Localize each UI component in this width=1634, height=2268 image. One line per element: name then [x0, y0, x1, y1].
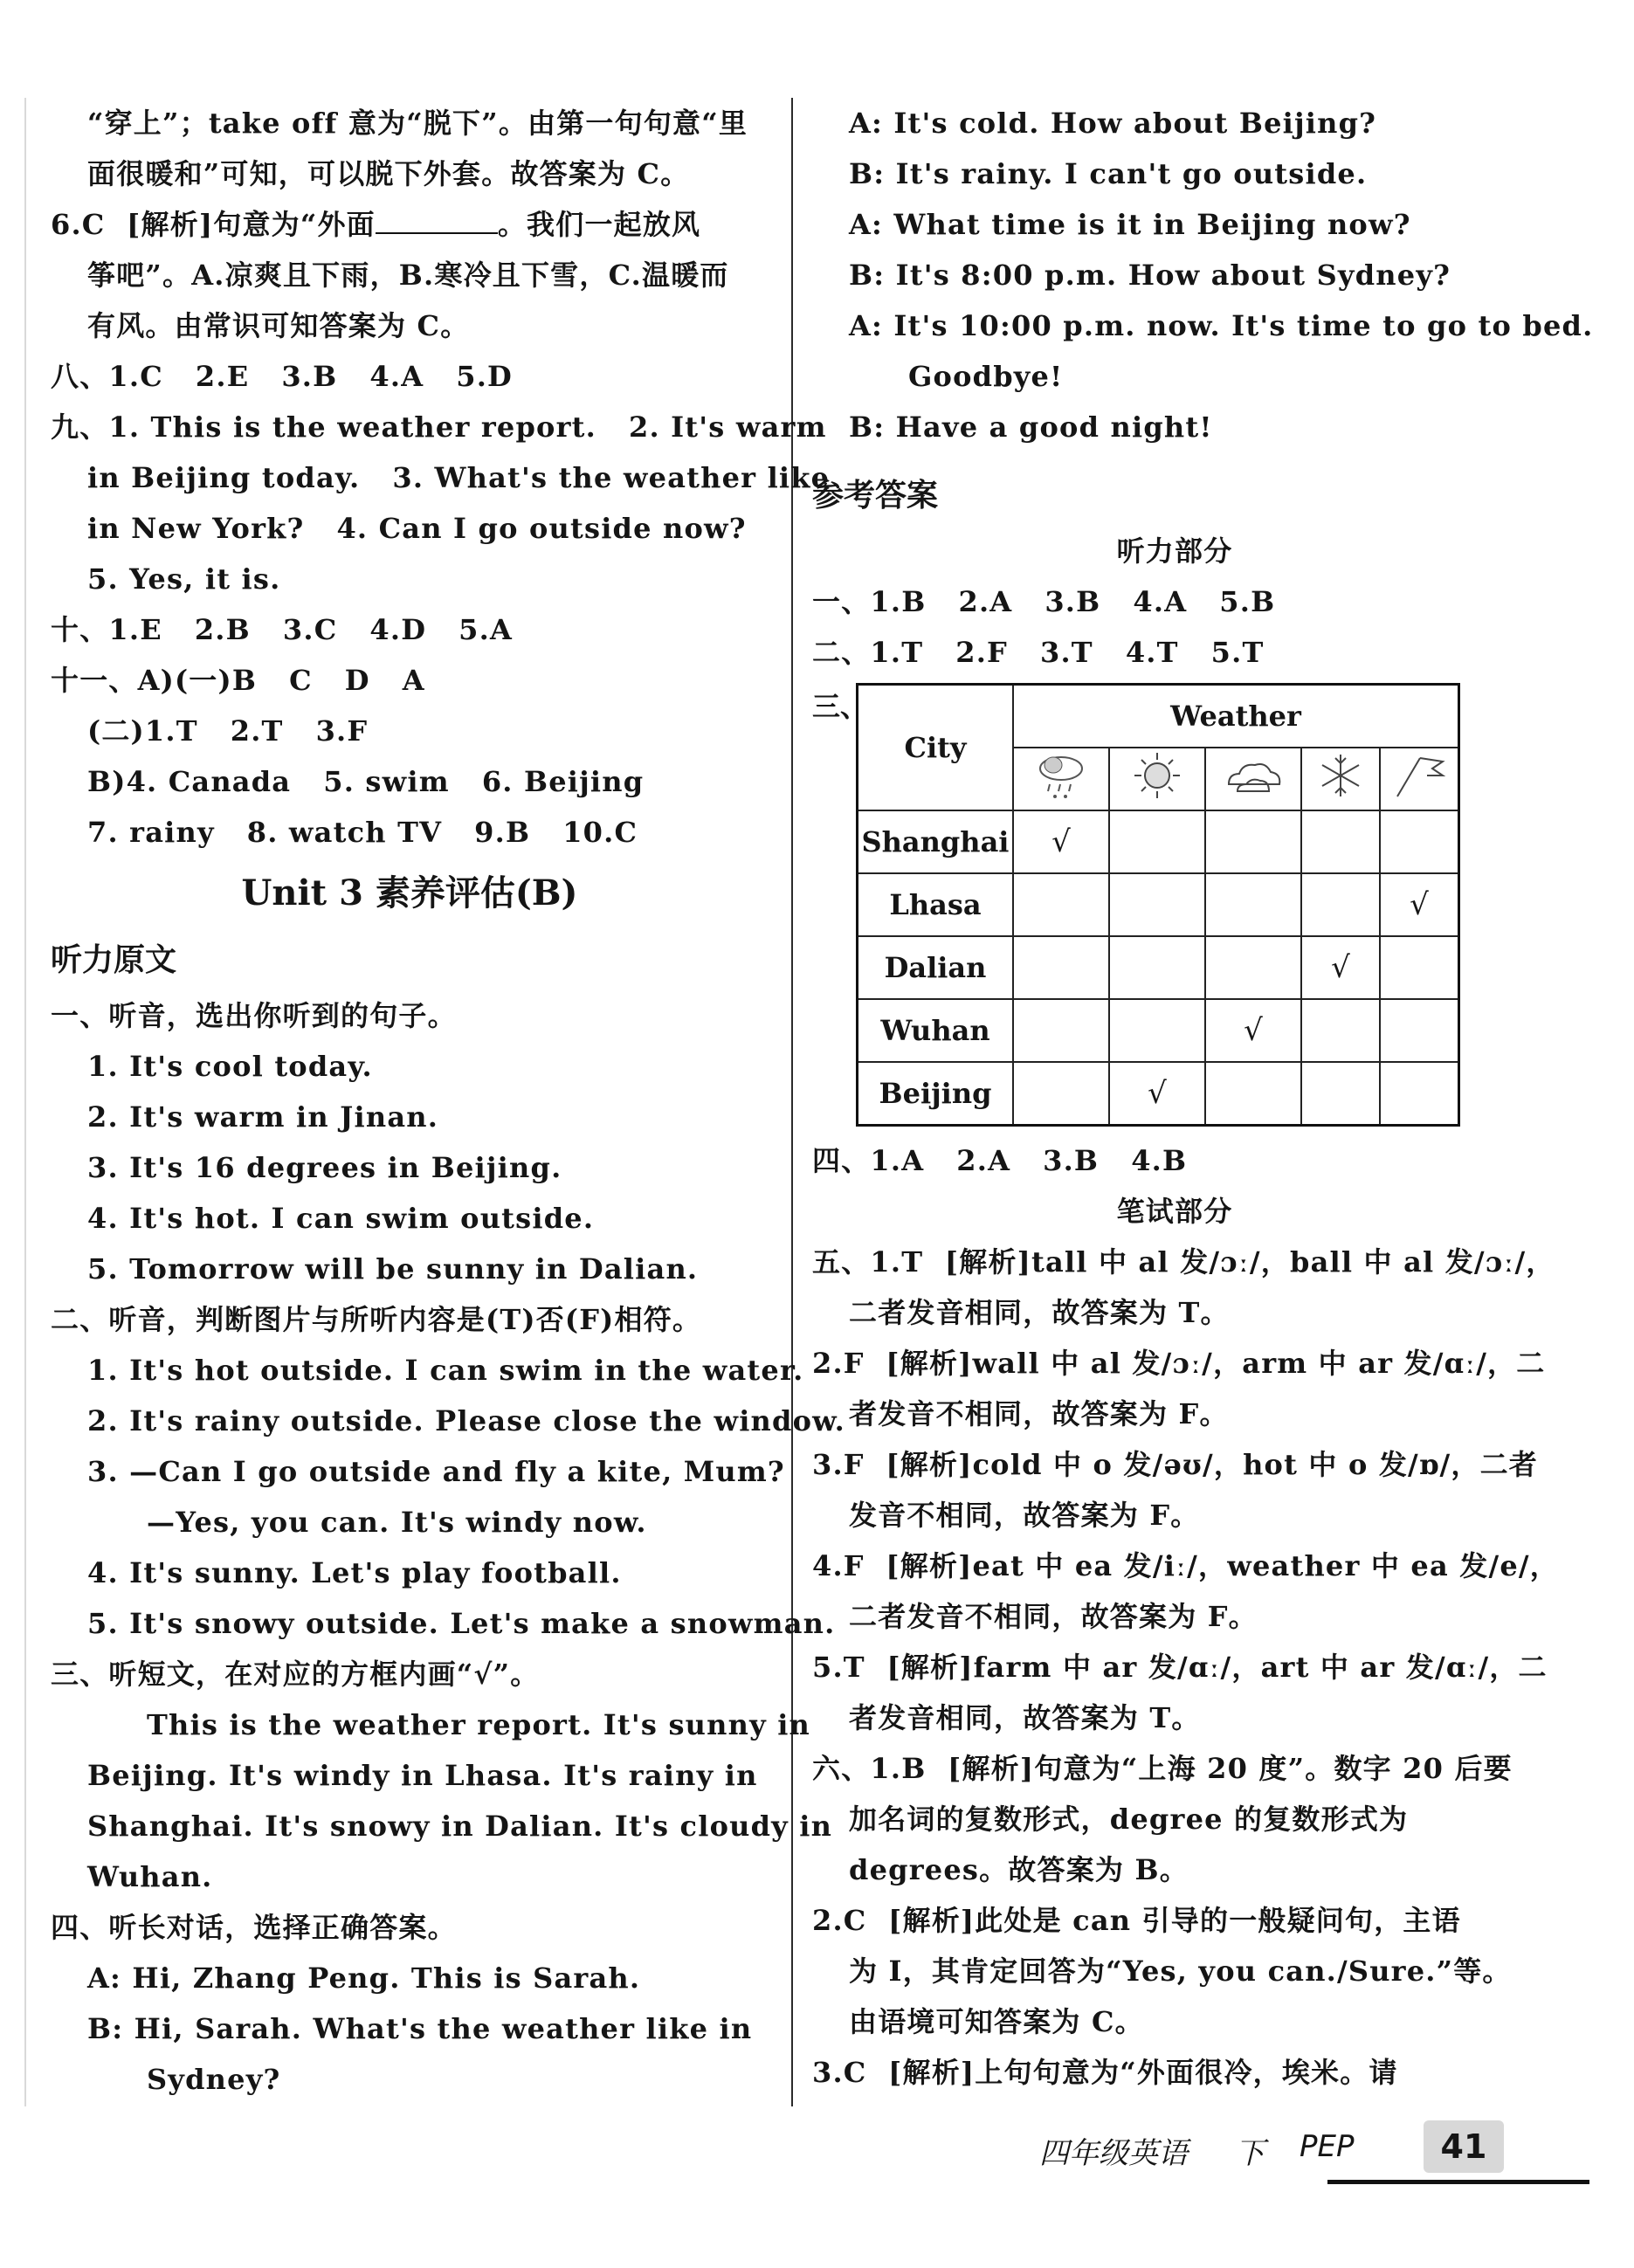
check-cell	[1301, 873, 1380, 936]
text-line	[812, 1490, 1537, 1541]
text-line	[51, 1294, 769, 1345]
text-line	[51, 1193, 769, 1244]
unit-title: Unit 3 素养评估(B)	[241, 872, 578, 913]
answer-blank	[376, 206, 498, 234]
line-text: 二、听音，判断图片与所听内容是(T)否(F)相符。	[51, 1303, 702, 1336]
line-text: 九、1. This is the weather report. 2. It's warm	[51, 410, 827, 444]
text-line	[51, 1142, 769, 1193]
check-cell	[1109, 810, 1205, 873]
line-text: B: It's 8:00 p.m. How about Sydney?	[849, 259, 1451, 292]
text-line	[812, 148, 1537, 199]
line-text: 4.F [解析]eat 中 ea 发/iː/，weather 中 ea 发/e/，	[812, 1549, 1559, 1582]
line-text: 者发音相同，故答案为 T。	[849, 1701, 1201, 1734]
text-line	[51, 1851, 769, 1902]
text-line	[812, 1541, 1559, 1591]
check-cell	[1380, 1062, 1459, 1126]
line-text: 一、听音，选出你听到的句子。	[51, 999, 457, 1032]
text-line	[51, 351, 769, 402]
text-line	[51, 1497, 769, 1548]
text-line	[51, 655, 769, 706]
text-line	[51, 1041, 769, 1092]
weather-table	[856, 683, 1460, 1127]
text-line	[51, 1699, 811, 1750]
check-cell: √	[1109, 1062, 1205, 1126]
city-cell: Lhasa	[858, 873, 1014, 936]
table-row	[858, 936, 1459, 999]
text-line	[812, 1692, 1537, 1743]
check-cell	[1205, 810, 1301, 873]
text-line	[812, 1996, 1537, 2047]
line-text: 5. Tomorrow will be sunny in Dalian.	[87, 1252, 699, 1286]
text-line	[812, 2047, 1537, 2098]
line-text: degrees。故答案为 B。	[849, 1853, 1189, 1886]
line-text: A: It's 10:00 p.m. now. It's time to go to bed.	[849, 309, 1594, 342]
snowy-icon	[1301, 748, 1380, 810]
page-footer	[1039, 2113, 1528, 2183]
line-text: 有风。由常识可知答案为 C。	[87, 309, 470, 342]
line-text: Goodbye!	[908, 360, 1064, 393]
city-cell: Wuhan	[858, 999, 1014, 1062]
line-text: A: It's cold. How about Beijing?	[849, 107, 1377, 140]
text-line	[812, 1287, 1537, 1338]
line-text: A: Hi, Zhang Peng. This is Sarah.	[87, 1961, 641, 1995]
check-cell	[1380, 810, 1459, 873]
weather-table-block	[812, 683, 1537, 1127]
text-line	[812, 250, 1537, 300]
weather-header: Weather	[1013, 685, 1459, 748]
table-section-label: 三、	[812, 690, 869, 723]
line-text: Shanghai. It's snowy in Dalian. It's cloudy in	[87, 1810, 833, 1843]
written-answer-lines	[812, 1237, 1559, 2098]
line-text: 加名词的复数形式，degree 的复数形式为	[849, 1803, 1409, 1836]
line-text: A: What time is it in Beijing now?	[849, 208, 1411, 241]
text-line	[812, 1844, 1537, 1895]
page-number: 41	[1424, 2120, 1504, 2173]
line-text: 者发音不相同，故答案为 F。	[849, 1397, 1229, 1430]
line-text: 5.T [解析]farm 中 ar 发/ɑː/，art 中 ar 发/ɑː/，二	[812, 1651, 1548, 1684]
text-line	[51, 1396, 846, 1446]
cloudy-icon	[1205, 748, 1301, 810]
check-cell	[1301, 810, 1380, 873]
line-text: B)4. Canada 5. swim 6. Beijing	[87, 765, 645, 798]
line-text: B: Hi, Sarah. What's the weather like in	[87, 2012, 753, 2045]
text-line	[812, 1743, 1537, 1794]
text-line	[51, 1649, 769, 1699]
line-text: 1. It's hot outside. I can swim in the water.	[87, 1354, 804, 1387]
answers-four: 四、1.A 2.A 3.B 4.B	[812, 1144, 1188, 1177]
check-cell	[1380, 999, 1459, 1062]
text-line	[51, 2054, 769, 2105]
text-line	[51, 807, 769, 858]
line-text: 4. It's hot. I can swim outside.	[87, 1202, 595, 1235]
text-line	[51, 990, 769, 1041]
line-text: —Yes, you can. It's windy now.	[147, 1506, 647, 1539]
text-line	[812, 199, 1537, 250]
text-line	[812, 351, 1537, 402]
text-line	[812, 98, 1537, 148]
text-line	[51, 604, 769, 655]
text-line	[812, 1642, 1548, 1692]
line-text: 二者发音不相同，故答案为 F。	[849, 1600, 1258, 1633]
check-cell	[1013, 873, 1109, 936]
line-text: 3.C [解析]上句句意为“外面很冷，埃米。请	[812, 2056, 1398, 2089]
line-text: 2.F [解析]wall 中 al 发/ɔː/，arm 中 ar 发/ɑː/，二	[812, 1347, 1546, 1380]
text-line	[51, 756, 769, 807]
footer-grade: 四年级英语	[1039, 2136, 1188, 2171]
line-text: Wuhan.	[87, 1860, 213, 1893]
check-cell: √	[1205, 999, 1301, 1062]
line-text: Sydney?	[147, 2063, 281, 2096]
text-line	[812, 402, 1537, 452]
check-cell	[1013, 999, 1109, 1062]
table-row	[858, 1062, 1459, 1126]
line-text: 2. It's warm in Jinan.	[87, 1100, 439, 1134]
text-line	[51, 554, 769, 604]
check-cell	[1301, 999, 1380, 1062]
check-cell	[1380, 936, 1459, 999]
line-text: 发音不相同，故答案为 F。	[849, 1499, 1200, 1532]
city-cell: Dalian	[858, 936, 1014, 999]
answers-heading: 参考答案	[812, 477, 939, 514]
line-text: 3. —Can I go outside and fly a kite, Mum?	[87, 1455, 785, 1488]
table-row	[858, 873, 1459, 936]
line-text: 四、听长对话，选择正确答案。	[51, 1911, 457, 1944]
line-text: 十一、A)(一)B C D A	[51, 664, 425, 697]
written-section-title: 笔试部分	[1116, 1195, 1233, 1228]
line-text: (二)1.T 2.T 3.F	[87, 714, 369, 748]
sunny-icon	[1109, 748, 1205, 810]
line-text: 6.C [解析]句意为“外面	[51, 208, 376, 241]
text-line	[812, 1338, 1546, 1389]
listening-section-title: 听力部分	[1116, 534, 1233, 568]
footer-volume: 下	[1235, 2136, 1265, 2171]
line-text: 5. It's snowy outside. Let's make a snowman.	[87, 1607, 836, 1640]
line-text: in Beijing today. 3. What's the weather like	[87, 461, 831, 494]
check-cell	[1301, 1062, 1380, 1126]
check-cell	[1013, 1062, 1109, 1126]
line-text: in New York? 4. Can I go outside now?	[87, 512, 747, 545]
footer-edition: PEP	[1300, 2129, 1355, 2164]
text-line	[51, 300, 769, 351]
line-text: 7. rainy 8. watch TV 9.B 10.C	[87, 816, 638, 849]
windy-icon	[1380, 748, 1459, 810]
check-cell	[1013, 936, 1109, 999]
text-line	[812, 1794, 1537, 1844]
text-line	[51, 402, 827, 452]
line-text: 1. It's cool today.	[87, 1050, 373, 1083]
check-cell: √	[1013, 810, 1109, 873]
line-text: 2.C [解析]此处是 can 引导的一般疑问句，主语	[812, 1904, 1461, 1937]
text-line	[51, 706, 769, 756]
right-column	[812, 98, 1594, 2098]
text-line	[51, 1902, 769, 1953]
listening-answer-2: 二、1.T 2.F 3.T 4.T 5.T	[812, 636, 1265, 669]
line-text: 4. It's sunny. Let's play football.	[87, 1556, 622, 1589]
check-cell	[1109, 936, 1205, 999]
text-line	[51, 199, 769, 250]
text-line	[51, 250, 769, 300]
listening-answer-1: 一、1.B 2.A 3.B 4.A 5.B	[812, 585, 1276, 618]
line-text: “穿上”；take off 意为“脱下”。由第一句句意“里	[87, 107, 748, 140]
text-line	[51, 1244, 769, 1294]
check-cell: √	[1301, 936, 1380, 999]
text-line	[812, 1591, 1537, 1642]
text-line	[812, 300, 1594, 351]
text-line	[51, 1446, 785, 1497]
check-cell	[1109, 873, 1205, 936]
text-line	[51, 503, 769, 554]
check-cell	[1109, 999, 1205, 1062]
text-line	[51, 1598, 836, 1649]
text-line	[51, 1345, 804, 1396]
line-text: 筝吧”。A.凉爽且下雨，B.寒冷且下雪，C.温暖而	[87, 259, 729, 292]
dialogue-lines	[812, 98, 1594, 452]
line-text: 为 I，其肯定回答为“Yes, you can./Sure.”等。	[849, 1954, 1512, 1988]
line-text: Beijing. It's windy in Lhasa. It's rainy in	[87, 1759, 758, 1792]
line-text: 5. Yes, it is.	[87, 562, 281, 596]
text-line	[812, 1439, 1537, 1490]
line-text: 3.F [解析]cold 中 o 发/əʊ/，hot 中 o 发/ɒ/，二者	[812, 1448, 1538, 1481]
text-line	[51, 1548, 769, 1598]
line-text: 2. It's rainy outside. Please close the window.	[87, 1404, 846, 1437]
check-cell	[1205, 1062, 1301, 1126]
check-cell	[1205, 936, 1301, 999]
check-cell: √	[1380, 873, 1459, 936]
city-cell: Beijing	[858, 1062, 1014, 1126]
text-line	[51, 1092, 769, 1142]
line-text: 五、1.T [解析]tall 中 al 发/ɔː/，ball 中 al 发/ɔː/，	[812, 1245, 1555, 1279]
city-cell: Shanghai	[858, 810, 1014, 873]
left-answer-lines	[51, 98, 831, 858]
line-text: 3. It's 16 degrees in Beijing.	[87, 1151, 562, 1184]
line-text: This is the weather report. It's sunny in	[147, 1708, 811, 1741]
listening-script-heading: 听力原文	[51, 941, 177, 978]
line-text: 由语境可知答案为 C。	[849, 2005, 1144, 2038]
check-cell	[1205, 873, 1301, 936]
text-line	[51, 1801, 833, 1851]
line-text: 二者发音相同，故答案为 T。	[849, 1296, 1230, 1329]
line-text: B: Have a good night!	[849, 410, 1213, 444]
text-line	[812, 1237, 1555, 1287]
listening-script-lines	[51, 990, 846, 2105]
left-margin-rule	[24, 98, 26, 2106]
line-text: 三、听短文，在对应的方框内画“√”。	[51, 1658, 540, 1691]
line-text: 八、1.C 2.E 3.B 4.A 5.D	[51, 360, 514, 393]
text-line	[51, 452, 831, 503]
line-text-rest: 。我们一起放风	[497, 208, 701, 241]
table-row	[858, 810, 1459, 873]
city-header: City	[858, 685, 1014, 811]
line-text: B: It's rainy. I can't go outside.	[849, 157, 1368, 190]
table-row	[858, 999, 1459, 1062]
line-text: 十、1.E 2.B 3.C 4.D 5.A	[51, 613, 514, 646]
text-line	[812, 1389, 1537, 1439]
text-line	[51, 2003, 769, 2054]
text-line	[51, 1750, 769, 1801]
text-line	[51, 1953, 769, 2003]
bottom-rule	[1327, 2180, 1589, 2184]
text-line	[812, 1946, 1537, 1996]
text-line	[51, 148, 769, 199]
rainy-icon	[1013, 748, 1109, 810]
text-line	[51, 98, 769, 148]
line-text: 面很暖和”可知，可以脱下外套。故答案为 C。	[87, 157, 690, 190]
text-line	[812, 1895, 1537, 1946]
line-text: 六、1.B [解析]句意为“上海 20 度”。数字 20 后要	[812, 1752, 1513, 1785]
left-column	[51, 98, 846, 2105]
